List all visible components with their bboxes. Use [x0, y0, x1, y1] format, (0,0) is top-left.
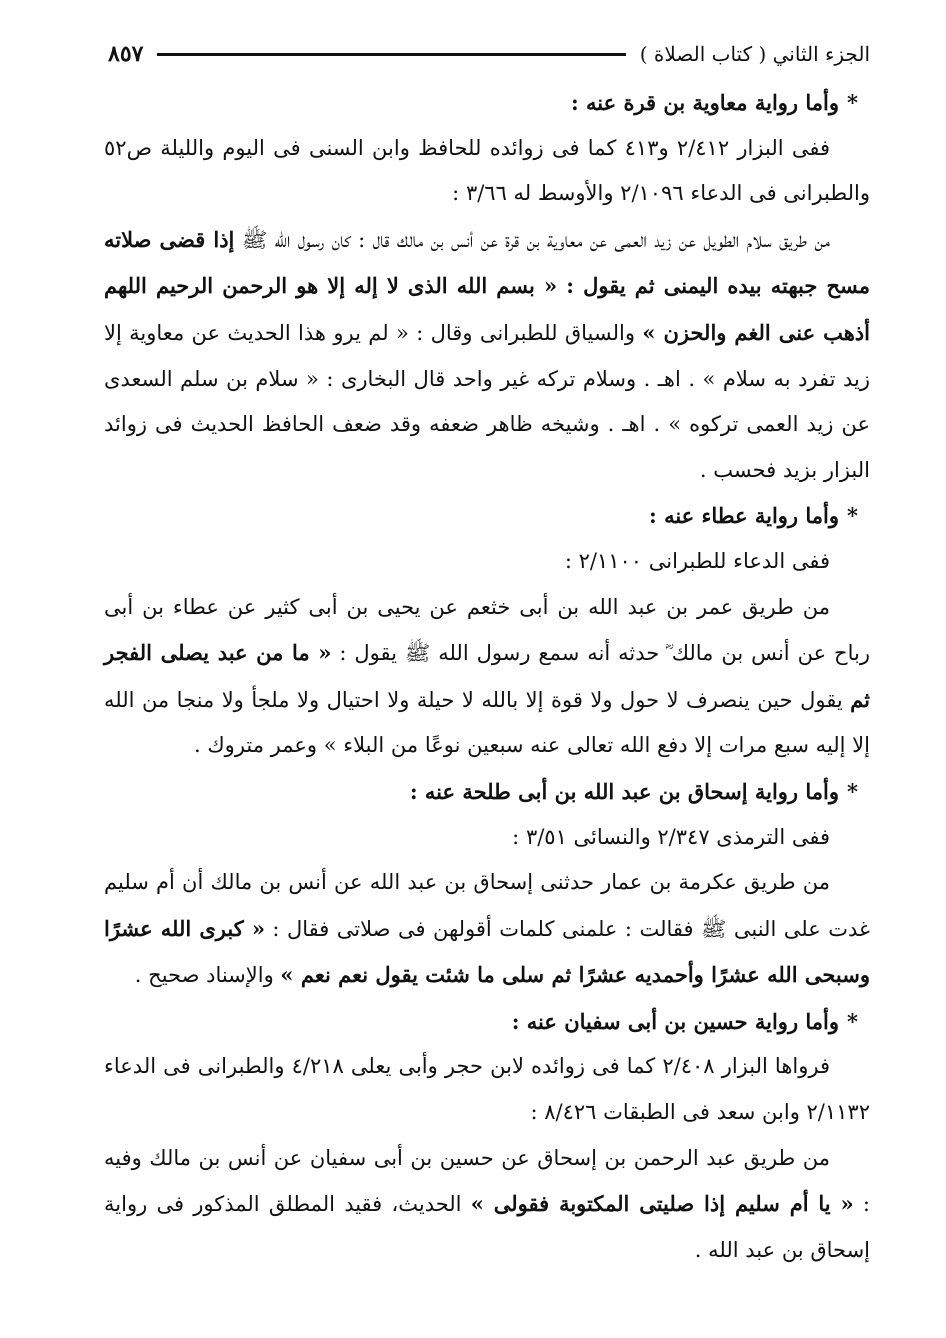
hadith-paragraph	[104, 585, 870, 769]
commentary: يقول حين ينصرف لا حول ولا قوة إلا بالله لا حيلة ولا احتيال ولا ملجأ ولا منجا من الله إلا إليه سبع مرات إلا دفع الله تعالى عنه سبعين نوعًا من البلاء » وعمر متروك .	[104, 687, 870, 758]
commentary: الحديث، فقيد المطلق المذكور فى رواية إسحاق بن عبد الله .	[104, 1192, 870, 1262]
source-reference: ففى الترمذى ٢/٣٤٧ والنسائى ٣/٥١ :	[512, 824, 830, 849]
source-reference: ففى الدعاء للطبرانى ٢/١١٠٠ :	[564, 548, 830, 573]
section-heading	[104, 999, 870, 1045]
section-heading	[104, 493, 870, 539]
narration-chain: من طريق عكرمة بن عمار حدثنى إسحاق بن عبد الله عن أنس بن مالك أن أم سليم غدت على النبى ﷺ فقالت : علمنى كلمات أقولهن فى صلاتى فقال :	[104, 870, 870, 941]
hadith-paragraph	[104, 1136, 870, 1274]
header-rule	[157, 53, 625, 56]
source-reference: ففى البزار ٢/٤١٢ و٤١٣ كما فى زوائده للحافظ وابن السنى فى اليوم والليلة ص٥٢ والطبرانى فى الدعاء ٢/١٠٩٦ والأوسط له ٣/٦٦ :	[104, 135, 870, 206]
star-marker: *	[847, 90, 858, 115]
star-marker: *	[847, 1008, 858, 1034]
hadith-text: « كبرى الله عشرًا وسبحى الله عشرًا وأحمديه عشرًا ثم سلى ما شئت يقول نعم نعم »	[104, 915, 870, 988]
page-header	[108, 38, 870, 70]
section-heading-text: وأما رواية عطاء عنه :	[649, 503, 840, 529]
commentary: والإسناد صحيح .	[134, 963, 281, 988]
hadith-text: إذا قضى صلاته مسح جبهته بيده اليمنى ثم يقول : « بسم الله الذى لا إله إلا هو الرحمن الرحيم اللهم أذهب عنى الغم والحزن »	[104, 226, 870, 345]
narration-chain: من طريق سلام الطويل عن زيد العمى عن معاوية بن قرة عن أنس بن مالك قال : كان رسول الله ﷺ	[234, 227, 830, 252]
section-heading-text: وأما رواية إسحاق بن عبد الله بن أبى طلحة عنه :	[409, 778, 840, 804]
section-heading	[104, 80, 870, 126]
commentary: والسياق للطبرانى وقال : « لم يرو هذا الحديث عن معاوية إلا زيد تفرد به سلام » . اهـ . وسلام تركه غير واحد قال البخارى : « سلام بن سلم السعدى عن زيد العمى تركوه » . اهـ . وشيخه ظاهر ضعفه وقد ضعف الحافظ الحديث فى زوائد البزار بزيد فحسب .	[104, 320, 870, 482]
running-head: الجزء الثاني ( كتاب الصلاة )	[639, 42, 870, 66]
narration-chain: من طريق عبد الرحمن بن إسحاق عن حسين بن أبى سفيان عن أنس بن مالك وفيه :	[104, 1145, 870, 1217]
source-reference: فرواها البزار ٢/٤٠٨ كما فى زوائده لابن حجر وأبى يعلى ٤/٢١٨ والطبرانى فى الدعاء ٢/١١٣٢ وابن سعد فى الطبقات ٨/٤٢٦ :	[104, 1054, 870, 1125]
section-heading-text: وأما رواية معاوية بن قرة عنه :	[570, 90, 840, 115]
page-number: ٨٥٧	[108, 41, 144, 67]
section-heading-text: وأما رواية حسين بن أبى سفيان عنه :	[511, 1008, 840, 1034]
hadith-paragraph	[104, 860, 870, 999]
hadith-paragraph	[104, 217, 870, 494]
section-heading	[104, 769, 870, 815]
hadith-text: « يا أم سليم إذا صليتى المكتوبة فقولى »	[470, 1191, 854, 1217]
star-marker: *	[847, 778, 858, 804]
star-marker: *	[847, 503, 858, 529]
page-body	[104, 80, 870, 1273]
narration-chain: من طريق عمر بن عبد الله بن أبى خثعم عن يحيى بن أبى كثير عن عطاء بن أبى رباح عن أنس بن مالك ؓ حدثه أنه سمع رسول الله ﷺ يقول :	[104, 594, 870, 666]
hadith-text: « ما من عبد يصلى الفجر ثم	[104, 640, 870, 712]
